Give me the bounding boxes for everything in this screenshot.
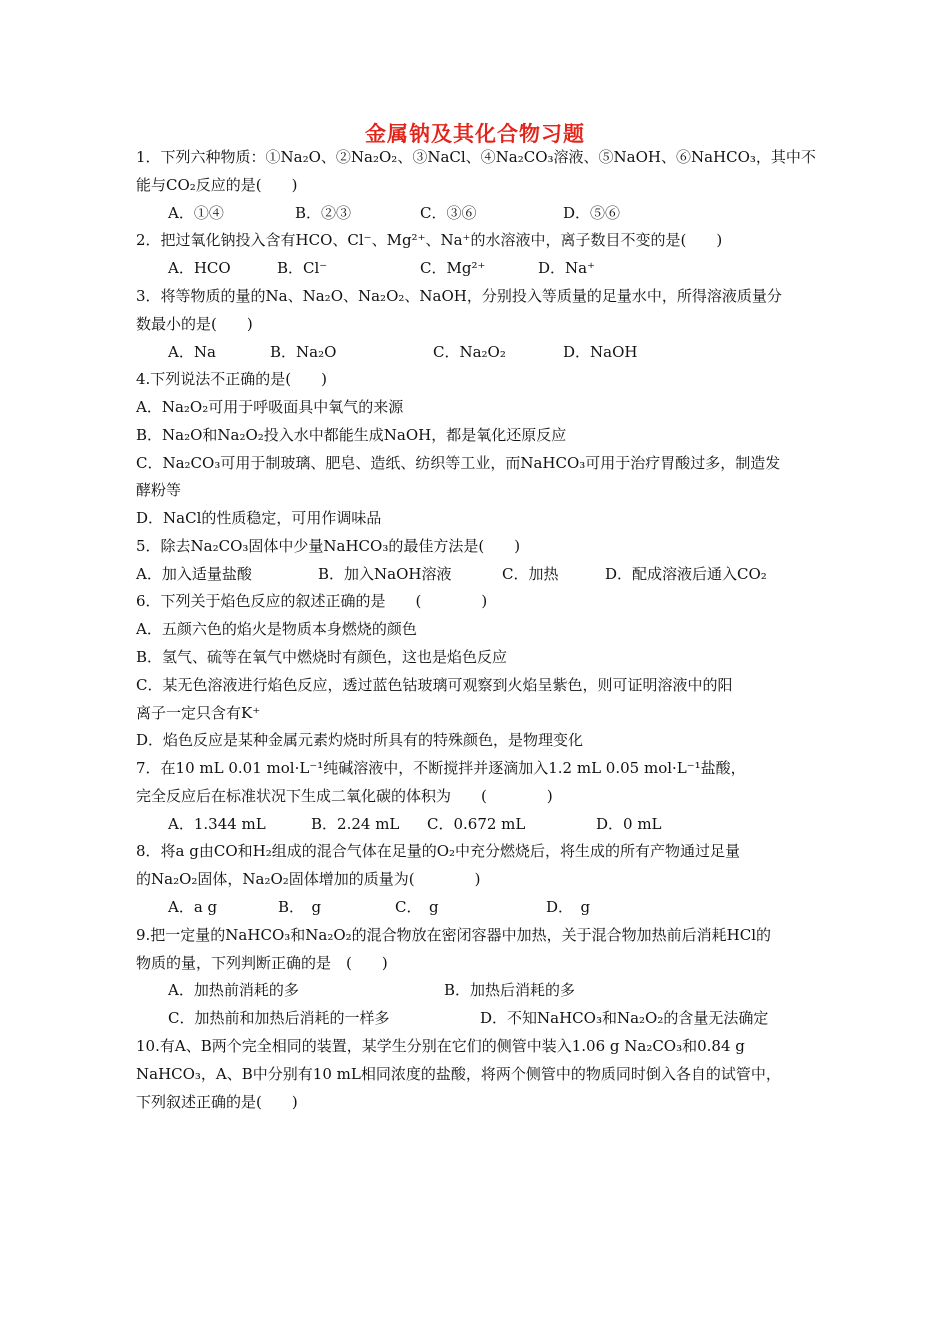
q1-option-b: B．②③ [295, 204, 352, 222]
question-3-line-2: 数最小的是( ) [136, 315, 253, 333]
q9-option-c: C．加热前和加热后消耗的一样多 [168, 1009, 390, 1027]
q9-option-a: A．加热前消耗的多 [168, 981, 299, 999]
question-5-stem: 5．除去Na₂CO₃固体中少量NaHCO₃的最佳方法是( ) [136, 537, 521, 555]
question-7-line-2: 完全反应后在标准状况下生成二氧化碳的体积为 ( ) [136, 787, 553, 805]
q2-option-c: C．Mg²⁺ [420, 259, 486, 277]
q3-option-b: B．Na₂O [270, 343, 337, 361]
q9-option-b: B．加热后消耗的多 [444, 981, 576, 999]
q5-option-c: C．加热 [502, 565, 559, 583]
question-4-stem: 4.下列说法不正确的是( ) [136, 370, 328, 388]
question-10-line-3: 下列叙述正确的是( ) [136, 1093, 298, 1111]
q6-option-c-line-1: C．某无色溶液进行焰色反应，透过蓝色钴玻璃可观察到火焰呈紫色，则可证明溶液中的阳 [136, 676, 733, 694]
question-6-stem: 6．下列关于焰色反应的叙述正确的是 ( ) [136, 592, 488, 610]
q6-option-a: A．五颜六色的焰火是物质本身燃烧的颜色 [136, 620, 417, 638]
q4-option-b: B．Na₂O和Na₂O₂投入水中都能生成NaOH，都是氧化还原反应 [136, 426, 567, 444]
q6-option-c-line-2: 离子一定只含有K⁺ [136, 704, 261, 722]
q7-option-c: C．0.672 mL [427, 815, 526, 833]
question-2-line-1: 2．把过氧化钠投入含有HCO、Cl⁻、Mg²⁺、Na⁺的水溶液中，离子数目不变的是( ) [136, 231, 723, 249]
q9-option-d: D．不知NaHCO₃和Na₂O₂的含量无法确定 [480, 1009, 769, 1027]
question-9-line-2: 物质的量，下列判断正确的是 ( ) [136, 954, 388, 972]
q2-option-d: D．Na⁺ [538, 259, 596, 277]
question-1-line-1: 1．下列六种物质：①Na₂O、②Na₂O₂、③NaCl、④Na₂CO₃溶液、⑤NaOH、⑥NaHCO₃，其中不 [136, 148, 816, 166]
q5-option-a: A．加入适量盐酸 [136, 565, 252, 583]
q2-option-b: B．Cl⁻ [277, 259, 328, 277]
q1-option-d: D．⑤⑥ [563, 204, 621, 222]
question-3-line-1: 3．将等物质的量的Na、Na₂O、Na₂O₂、NaOH，分别投入等质量的足量水中，所得溶液质量分 [136, 287, 782, 305]
q5-option-b: B．加入NaOH溶液 [318, 565, 452, 583]
q8-option-c: C． g [395, 898, 439, 916]
q4-option-d: D．NaCl的性质稳定，可用作调味品 [136, 509, 382, 527]
question-1-line-2: 能与CO₂反应的是( ) [136, 176, 298, 194]
question-8-line-2: 的Na₂O₂固体，Na₂O₂固体增加的质量为( ) [136, 870, 481, 888]
q8-option-b: B． g [278, 898, 322, 916]
q2-option-a: A．HCO [168, 259, 231, 277]
question-10-line-1: 10.有A、B两个完全相同的装置，某学生分别在它们的侧管中装入1.06 g Na₂CO₃和0.84 g [136, 1037, 745, 1055]
q7-option-d: D．0 mL [596, 815, 662, 833]
q6-option-d: D．焰色反应是某种金属元素灼烧时所具有的特殊颜色，是物理变化 [136, 731, 584, 749]
q6-option-b: B．氢气、硫等在氧气中燃烧时有颜色，这也是焰色反应 [136, 648, 508, 666]
q7-option-b: B．2.24 mL [311, 815, 400, 833]
q3-option-a: A．Na [168, 343, 216, 361]
q1-option-c: C．③⑥ [420, 204, 477, 222]
question-9-line-1: 9.把一定量的NaHCO₃和Na₂O₂的混合物放在密闭容器中加热，关于混合物加热前后消耗HCl的 [136, 926, 771, 944]
question-10-line-2: NaHCO₃，A、B中分别有10 mL相同浓度的盐酸，将两个侧管中的物质同时倒入各自的试管中， [136, 1065, 781, 1083]
question-7-line-1: 7．在10 mL 0.01 mol·L⁻¹纯碱溶液中，不断搅拌并逐滴加入1.2 mL 0.05 mol·L⁻¹盐酸， [136, 759, 746, 777]
q8-option-d: D． g [546, 898, 591, 916]
q7-option-a: A．1.344 mL [168, 815, 266, 833]
page-title: 金属钠及其化合物习题 [365, 121, 585, 146]
q3-option-d: D．NaOH [563, 343, 638, 361]
q4-option-c-line-1: C．Na₂CO₃可用于制玻璃、肥皂、造纸、纺织等工业，而NaHCO₃可用于治疗胃酸过多，制造发 [136, 454, 781, 472]
q4-option-c-line-2: 酵粉等 [136, 481, 182, 499]
question-8-line-1: 8．将a g由CO和H₂组成的混合气体在足量的O₂中充分燃烧后，将生成的所有产物通过足量 [136, 842, 741, 860]
q8-option-a: A．a g [168, 898, 218, 916]
q3-option-c: C．Na₂O₂ [433, 343, 506, 361]
q5-option-d: D．配成溶液后通入CO₂ [605, 565, 767, 583]
q4-option-a: A．Na₂O₂可用于呼吸面具中氧气的来源 [136, 398, 404, 416]
q1-option-a: A．①④ [168, 204, 224, 222]
